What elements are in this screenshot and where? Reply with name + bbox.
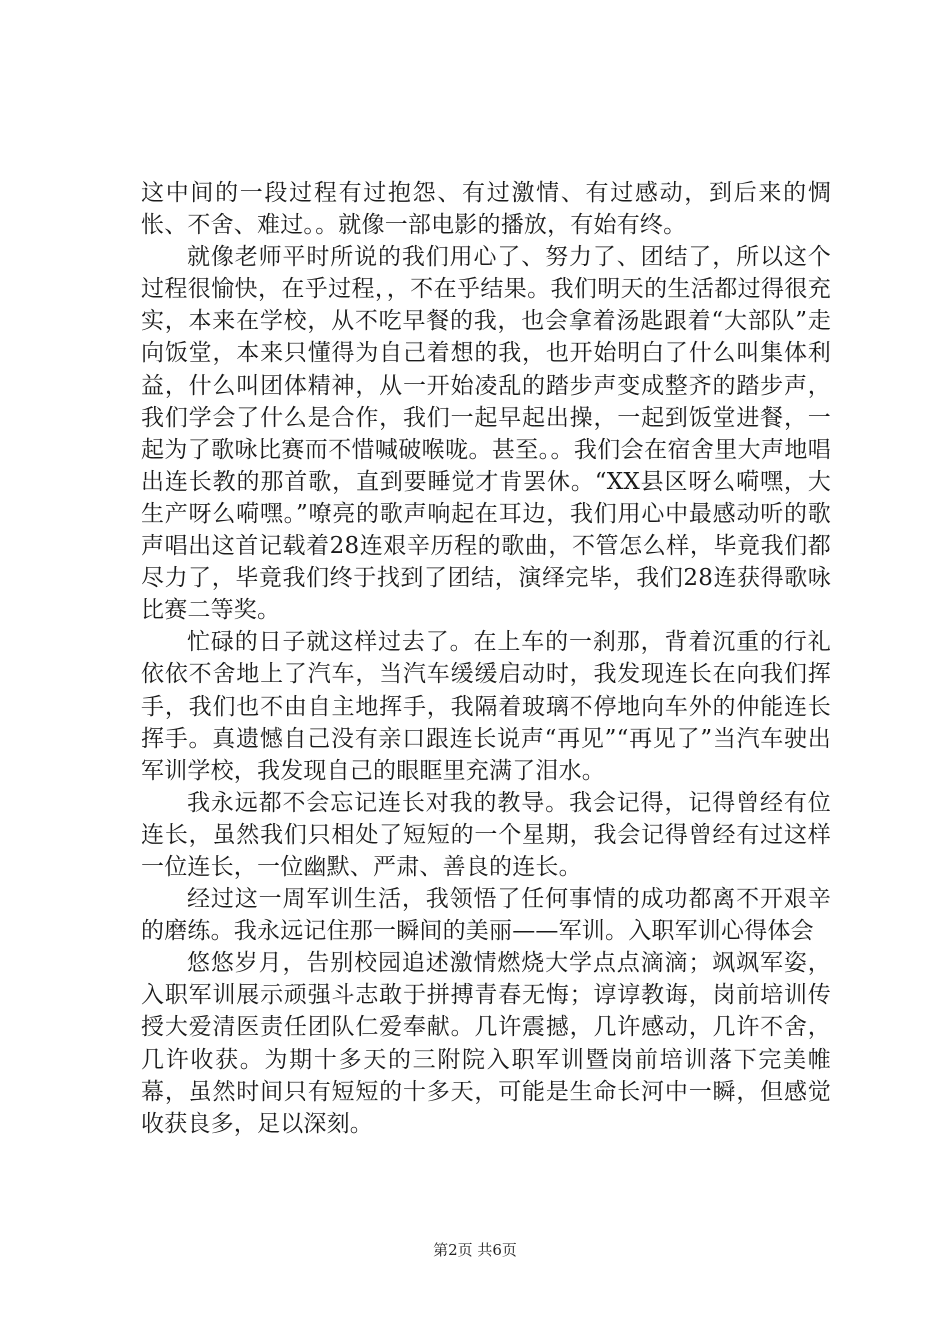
paragraph-4: 我永远都不会忘记连长对我的教导。我会记得，记得曾经有位连长，虽然我们只相处了短短的一个星期，我会记得曾经有过这样一位连长，一位幽默、严肃、善良的连长。 xyxy=(141,789,831,880)
paragraph-6: 悠悠岁月，告别校园追述激情燃烧大学点点滴滴；飒飒军姿，入职军训展示顽强斗志敢于拼搏青春无悔；谆谆教诲，岗前培训传授大爱清医责任团队仁爱奉献。几许震撼，几许感动，几许不舍，几许收获。为期十多天的三附院入职军训暨岗前培训落下完美帷幕，虽然时间只有短短的十多天，可能是生命长河中一瞬，但感觉收获良多，足以深刻。 xyxy=(141,950,831,1137)
page-number-footer: 第2页 共6页 xyxy=(433,1241,517,1259)
document-body xyxy=(141,177,831,1140)
paragraph-5: 经过这一周军训生活，我领悟了任何事情的成功都离不开艰辛的磨练。我永远记住那一瞬间的美丽——军训。入职军训心得体会 xyxy=(141,886,831,945)
paragraph-1: 这中间的一段过程有过抱怨、有过激情、有过感动，到后来的惆怅、不舍、难过。。就像一部电影的播放，有始有终。 xyxy=(141,180,831,239)
paragraph-3: 忙碌的日子就这样过去了。在上车的一刹那，背着沉重的行礼依依不舍地上了汽车，当汽车缓缓启动时，我发现连长在向我们挥手，我们也不由自主地挥手，我隔着玻璃不停地向车外的仲能连长挥手。真遗憾自己没有亲口跟连长说声“再见”“再见了”当汽车驶出军训学校，我发现自己的眼眶里充满了泪水。 xyxy=(141,629,831,784)
paragraph-2: 就像老师平时所说的我们用心了、努力了、团结了，所以这个过程很愉快，在乎过程，，不在乎结果。我们明天的生活都过得很充实，本来在学校，从不吃早餐的我，也会拿着汤匙跟着“大部队”走向饭堂，本来只懂得为自己着想的我，也开始明白了什么叫集体利益，什么叫团体精神，从一开始凌乱的踏步声变成整齐的踏步声，我们学会了什么是合作，我们一起早起出操，一起到饭堂进餐，一起为了歌咏比赛而不惜喊破喉咙。甚至。。我们会在宿舍里大声地唱出连长教的那首歌，直到要睡觉才肯罢休。“XX县区呀么嗬嘿，大生产呀么嗬嘿。”嘹亮的歌声响起在耳边，我们用心中最感动听的歌声唱出这首记载着28连艰辛历程的歌曲，不管怎么样，毕竟我们都尽力了，毕竟我们终于找到了团结，演绎完毕，我们28连获得歌咏比赛二等奖。 xyxy=(141,244,831,624)
